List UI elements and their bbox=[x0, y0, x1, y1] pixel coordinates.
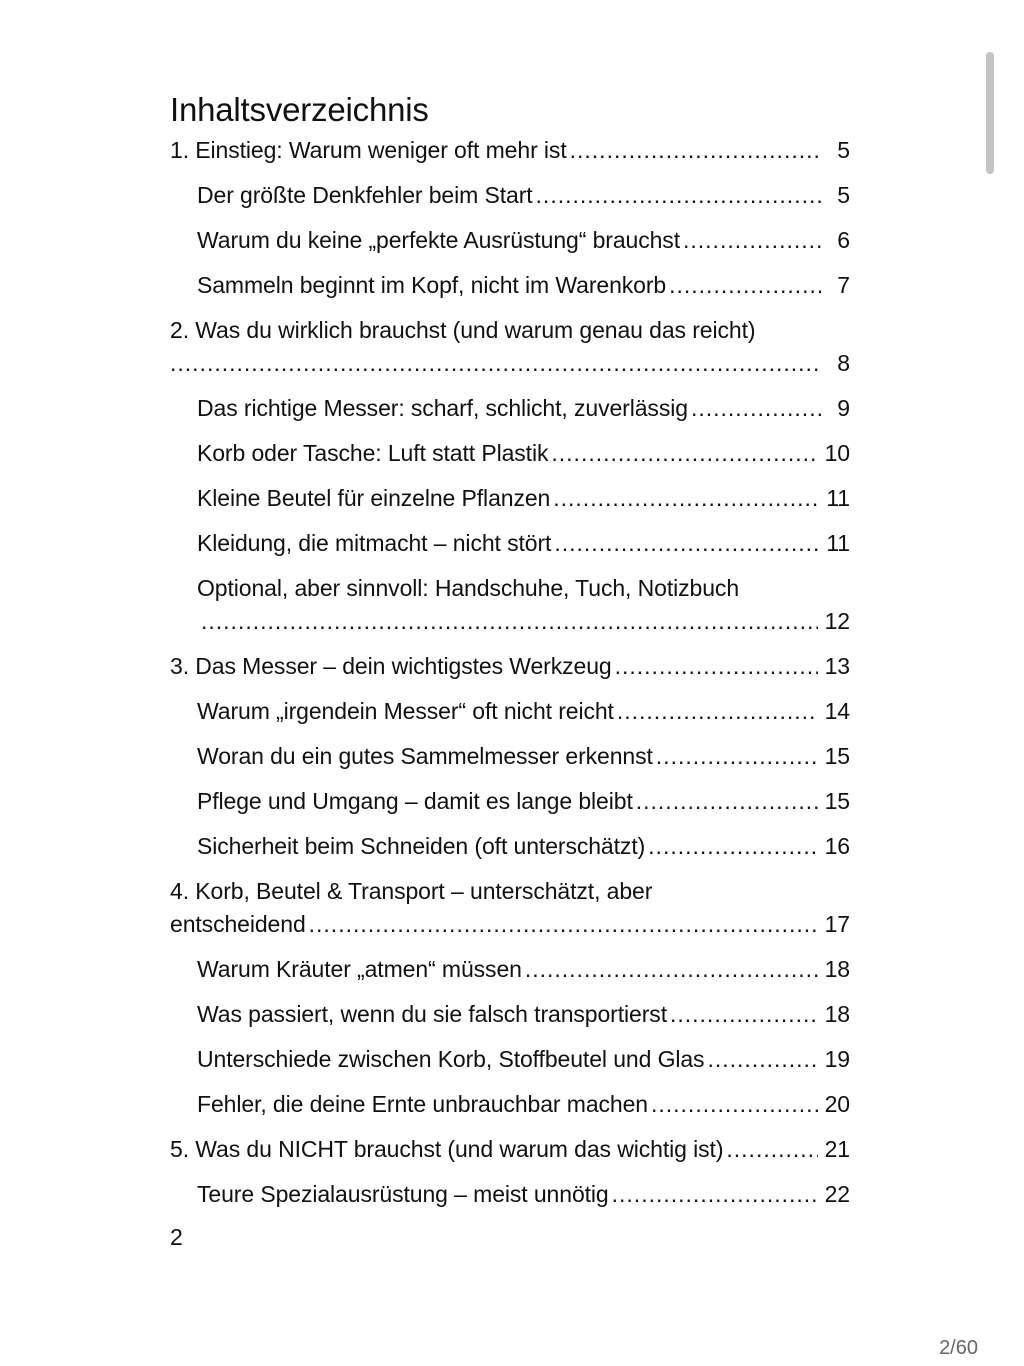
toc-entry-section[interactable] bbox=[170, 179, 850, 212]
toc-entry-label: Optional, aber sinnvoll: Handschuhe, Tuch, Notizbuch bbox=[197, 575, 740, 601]
toc-leader-dots bbox=[615, 650, 818, 683]
toc-leader-dots bbox=[525, 953, 818, 986]
toc-entry-page: 20 bbox=[824, 1091, 850, 1117]
toc-leader-dots bbox=[651, 1088, 818, 1121]
toc-entry-chapter-1[interactable] bbox=[170, 134, 850, 167]
toc-entry-section[interactable] bbox=[170, 785, 850, 818]
toc-entry-label-line2: entscheidend bbox=[170, 911, 306, 937]
toc-leader-dots bbox=[170, 347, 821, 380]
toc-entry-label: Teure Spezialausrüstung – meist unnötig bbox=[197, 1181, 609, 1207]
toc-leader-dots bbox=[554, 527, 819, 560]
toc-leader-dots bbox=[536, 179, 821, 212]
toc-entry-section[interactable] bbox=[170, 830, 850, 863]
toc-entry-page: 7 bbox=[837, 272, 850, 298]
toc-entry-label: Kleine Beutel für einzelne Pflanzen bbox=[197, 485, 551, 511]
toc-entry-label: Das richtige Messer: scharf, schlicht, zuverlässig bbox=[197, 395, 688, 421]
toc-entry-label: Sicherheit beim Schneiden (oft unterschätzt) bbox=[197, 833, 646, 859]
toc-entry-page: 8 bbox=[837, 350, 850, 376]
toc-leader-dots bbox=[669, 269, 821, 302]
toc-entry-page: 10 bbox=[824, 440, 850, 466]
toc-entry-label: 1. Einstieg: Warum weniger oft mehr ist bbox=[170, 137, 567, 163]
toc-entry-label: 2. Was du wirklich brauchst (und warum genau das reicht) bbox=[170, 317, 756, 343]
toc-entry-page: 18 bbox=[824, 1001, 850, 1027]
toc-leader-dots bbox=[553, 482, 819, 515]
toc-entry-section[interactable] bbox=[170, 437, 850, 470]
toc-entry-section[interactable] bbox=[170, 740, 850, 773]
toc-entry-page: 12 bbox=[824, 608, 850, 634]
toc-entry-section[interactable] bbox=[170, 392, 850, 425]
toc-entry-section[interactable] bbox=[170, 482, 850, 515]
toc-entry-label: Korb oder Tasche: Luft statt Plastik bbox=[197, 440, 549, 466]
page-indicator: 2/60 bbox=[939, 1337, 978, 1359]
toc-leader-dots bbox=[570, 134, 821, 167]
toc-entry-label: 5. Was du NICHT brauchst (und warum das wichtig ist) bbox=[170, 1136, 724, 1162]
vertical-scrollbar[interactable] bbox=[986, 52, 996, 174]
toc-leader-dots bbox=[691, 392, 821, 425]
toc-entry-page: 11 bbox=[826, 485, 850, 511]
toc-entry-label: Warum Kräuter „atmen“ müssen bbox=[197, 956, 522, 982]
toc-entry-label: Pflege und Umgang – damit es lange bleibt bbox=[197, 788, 633, 814]
toc-entry-page: 22 bbox=[824, 1181, 850, 1207]
toc-leader-dots bbox=[656, 740, 818, 773]
toc-leader-dots bbox=[617, 695, 818, 728]
toc-entry-label: Unterschiede zwischen Korb, Stoffbeutel und Glas bbox=[197, 1046, 705, 1072]
toc-entry-label: Warum „irgendein Messer“ oft nicht reicht bbox=[197, 698, 614, 724]
toc-entry-section[interactable] bbox=[170, 695, 850, 728]
toc-entry-section[interactable] bbox=[170, 527, 850, 560]
scrollbar-thumb[interactable] bbox=[986, 52, 994, 174]
toc-entry-label-line1: 4. Korb, Beutel & Transport – unterschätzt, aber bbox=[170, 878, 653, 904]
toc-entry-chapter-2[interactable] bbox=[170, 314, 850, 380]
table-of-contents bbox=[170, 88, 850, 1211]
toc-leader-dots bbox=[648, 830, 817, 863]
toc-leader-dots bbox=[707, 1043, 817, 1076]
toc-entry-page: 15 bbox=[824, 788, 850, 814]
toc-leader-dots bbox=[309, 908, 818, 941]
toc-entry-label: Woran du ein gutes Sammelmesser erkennst bbox=[197, 743, 653, 769]
toc-entry-label: Fehler, die deine Ernte unbrauchbar machen bbox=[197, 1091, 648, 1117]
toc-entry-section[interactable] bbox=[170, 572, 850, 638]
toc-leader-dots bbox=[670, 998, 818, 1031]
toc-leader-dots bbox=[726, 1133, 817, 1166]
toc-entry-page: 18 bbox=[824, 956, 850, 982]
toc-entry-page: 11 bbox=[826, 530, 850, 556]
toc-entry-page: 21 bbox=[824, 1136, 850, 1162]
toc-entry-label: Der größte Denkfehler beim Start bbox=[197, 182, 533, 208]
toc-entry-section[interactable] bbox=[170, 1178, 850, 1211]
toc-entry-section[interactable] bbox=[170, 953, 850, 986]
toc-entry-label: Was passiert, wenn du sie falsch transportierst bbox=[197, 1001, 667, 1027]
toc-entry-page: 17 bbox=[824, 911, 850, 937]
toc-entry-section[interactable] bbox=[170, 998, 850, 1031]
toc-title: Inhaltsverzeichnis bbox=[170, 91, 429, 128]
toc-entry-section[interactable] bbox=[170, 1043, 850, 1076]
toc-entry-page: 15 bbox=[824, 743, 850, 769]
toc-entry-page: 5 bbox=[837, 137, 850, 163]
toc-entry-page: 19 bbox=[824, 1046, 850, 1072]
toc-entry-chapter-5[interactable] bbox=[170, 1133, 850, 1166]
toc-leader-dots bbox=[201, 605, 818, 638]
toc-entry-section[interactable] bbox=[170, 1088, 850, 1121]
toc-entry-page: 13 bbox=[824, 653, 850, 679]
toc-entry-page: 14 bbox=[824, 698, 850, 724]
toc-leader-dots bbox=[551, 437, 817, 470]
toc-entry-chapter-3[interactable] bbox=[170, 650, 850, 683]
toc-leader-dots bbox=[683, 224, 821, 257]
toc-entry-label: 3. Das Messer – dein wichtigstes Werkzeug bbox=[170, 653, 612, 679]
toc-entry-label: Kleidung, die mitmacht – nicht stört bbox=[197, 530, 552, 556]
toc-entry-page: 5 bbox=[837, 182, 850, 208]
toc-entry-label: Warum du keine „perfekte Ausrüstung“ brauchst bbox=[197, 227, 680, 253]
toc-entry-section[interactable] bbox=[170, 224, 850, 257]
toc-list bbox=[170, 134, 850, 1211]
toc-leader-dots bbox=[612, 1178, 818, 1211]
toc-entry-section[interactable] bbox=[170, 269, 850, 302]
toc-entry-page: 9 bbox=[837, 395, 850, 421]
toc-entry-page: 16 bbox=[824, 833, 850, 859]
toc-entry-chapter-4[interactable] bbox=[170, 875, 850, 941]
toc-entry-label: Sammeln beginnt im Kopf, nicht im Warenkorb bbox=[197, 272, 667, 298]
toc-leader-dots bbox=[636, 785, 818, 818]
toc-entry-page: 6 bbox=[837, 227, 850, 253]
footer-page-number: 2 bbox=[170, 1224, 183, 1250]
